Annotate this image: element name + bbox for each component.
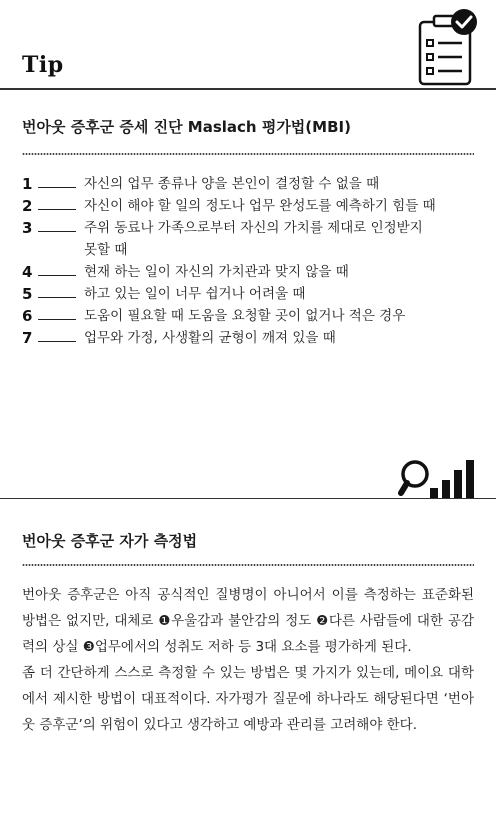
tip-title: Tip (22, 52, 64, 78)
body-text (22, 582, 474, 738)
dotted-divider (22, 563, 474, 567)
item-text: 하고 있는 일이 너무 쉽거나 어려울 때 (84, 286, 306, 302)
item-number: 1 (22, 175, 33, 193)
top-divider (0, 88, 496, 90)
list-item (22, 195, 482, 217)
list-item (22, 173, 482, 195)
dotted-divider (22, 152, 474, 156)
item-number: 3 (22, 219, 33, 237)
answer-blank (38, 173, 76, 188)
item-number: 6 (22, 307, 33, 325)
item-text: 자신의 업무 종류나 양을 본인이 결정할 수 없을 때 (84, 176, 380, 192)
answer-blank (38, 283, 76, 298)
answer-blank (38, 305, 76, 320)
checklist-icon (418, 8, 480, 86)
answer-blank (38, 261, 76, 276)
magnifier-chart-icon (398, 458, 476, 498)
paragraph: 번아웃 증후군은 아직 공식적인 질병명이 아니어서 이를 측정하는 표준화된 방법은 없지만, 대체로 ❶우울감과 불안감의 정도 ❷다른 사람들에 대한 공감력의 상실 ❸업무에서의 성취도 저하 등 3대 요소를 평가하게 된다. (22, 587, 474, 655)
item-number: 5 (22, 285, 33, 303)
criteria-list (22, 173, 482, 349)
list-item (22, 327, 482, 349)
list-item (22, 261, 482, 283)
answer-blank (38, 217, 76, 232)
list-item (22, 283, 482, 305)
section1-title: 번아웃 증후군 증세 진단 Maslach 평가법(MBI) (22, 118, 351, 136)
section2-title: 번아웃 증후군 자가 측정법 (22, 532, 198, 550)
item-text: 자신이 해야 할 일의 정도나 업무 완성도를 예측하기 힘들 때 (84, 198, 436, 214)
item-text-line2: 못할 때 (84, 242, 128, 258)
item-text (84, 217, 482, 261)
middle-divider (0, 498, 496, 499)
list-item (22, 217, 482, 261)
list-item (22, 305, 482, 327)
item-text: 현재 하는 일이 자신의 가치관과 맞지 않을 때 (84, 264, 349, 280)
item-number: 2 (22, 197, 33, 215)
paragraph: 좀 더 간단하게 스스로 측정할 수 있는 방법은 몇 가지가 있는데, 메이요 대학에서 제시한 방법이 대표적이다. 자가평가 질문에 하나라도 해당된다면 ‘번아웃 증후군’의 위험이 있다고 생각하고 예방과 관리를 고려해야 한다. (22, 665, 474, 733)
item-text: 업무와 가정, 사생활의 균형이 깨져 있을 때 (84, 330, 336, 346)
answer-blank (38, 327, 76, 342)
item-text-line1: 주위 동료나 가족으로부터 자신의 가치를 제대로 인정받지 (84, 220, 423, 236)
item-number: 4 (22, 263, 33, 281)
item-number: 7 (22, 329, 33, 347)
item-text: 도움이 필요할 때 도움을 요청할 곳이 없거나 적은 경우 (84, 308, 406, 324)
answer-blank (38, 195, 76, 210)
